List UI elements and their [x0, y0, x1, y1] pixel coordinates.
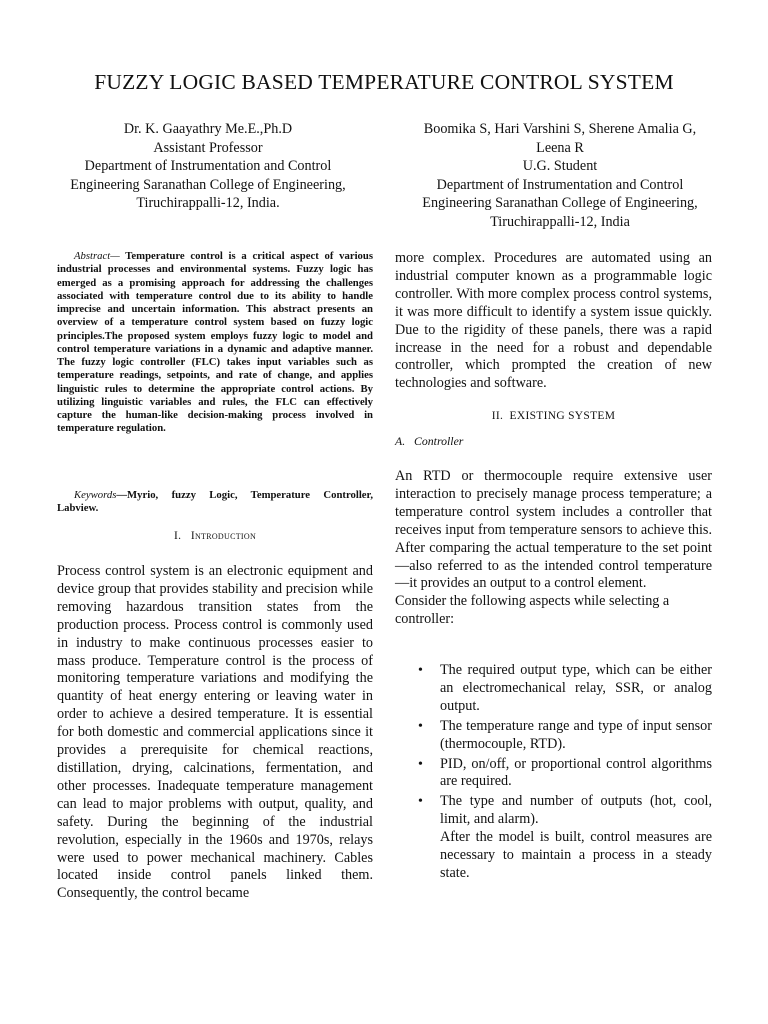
bullet-icon: •	[418, 718, 423, 734]
author-department: Department of Instrumentation and Control	[436, 176, 684, 193]
list-item: • The required output type, which can be either an electromechanical relay, SSR, or analog output.	[418, 662, 712, 714]
author-department: Department of Instrumentation and Control	[84, 158, 332, 175]
abstract	[57, 250, 373, 436]
section-number: I.	[173, 530, 182, 542]
bullet-icon: •	[418, 663, 423, 678]
section-title: Introduction	[190, 530, 257, 542]
subsection-label: A.	[395, 434, 406, 448]
abstract-text: Temperature control is a critical aspect of various industrial processes and environmental systems. Fuzzy logic has emerged as a promising approach for addressing the challenges associated with temperature control due to its ability to handle imprecise and uncertain information. This abstract presents an overview of a temperature control system based on fuzzy logic principles.The proposed system employs fuzzy logic to model and control temperature variations in a dynamic and adaptive manner. The fuzzy logic controller (FLC) takes input variables such as temperature readings, setpoints, and rate of change, and applies linguistic rules to determine the appropriate control actions. By utilizing linguistic variables and rules, the FLC can effectively capture the human-like decision-making process involved in temperature regulation.	[57, 250, 373, 435]
keywords-label: Keywords	[74, 489, 117, 501]
keywords	[57, 489, 373, 516]
abstract-label: Abstract—	[74, 250, 120, 262]
subsection-heading-controller	[395, 434, 463, 449]
author-role: U.G. Student	[522, 158, 598, 175]
section-heading-existing-system	[395, 410, 712, 422]
section-heading-introduction	[57, 530, 373, 542]
author-block-left	[40, 120, 376, 213]
author-location: Tiruchirappalli-12, India	[490, 213, 630, 230]
right-column-top	[395, 250, 712, 393]
bullet-icon: •	[418, 794, 423, 810]
author-institution: Engineering Saranathan College of Engineering,	[70, 176, 346, 193]
subsection-title: Controller	[414, 434, 464, 448]
keywords-text: —Myrio, fuzzy Logic, Temperature Controller, Labview.	[57, 489, 373, 515]
existing-system-column	[395, 468, 712, 629]
author-block-right	[395, 120, 725, 232]
author-role: Assistant Professor	[153, 139, 263, 156]
intro-continuation: more complex. Procedures are automated using an industrial computer known as a programmable logic controller. With more complex process control systems, it was more difficult to identify a system issue quickly. Due to the rigidity of these panels, there was a rapid increase in the need for a robust and dependable controller, which prompted the creation of new technologies and software.	[395, 250, 712, 392]
controller-lead-in: Consider the following aspects while selecting a controller:	[395, 593, 670, 628]
intro-paragraph: Process control system is an electronic equipment and device group that provides stability and precision while removing hazardous transition states from the production process. Process control is commonly used in industry to make continuous processes easier to mass produce. Temperature control is the process of monitoring temperature variations and modifying the quantity of heat energy entering or leaving water in order to achieve a desired temperature. It is essential for both domestic and commercial applications since it provides a prerequisite for chemical reactions, distillation, drying, calcinations, fermentation, and other processes. Inadequate temperature management can lead to major problems with output, quality, and safety. During the beginning of the industrial revolution, especially in the 1960s and 1970s, relays were used to power mechanical machinery. Cables located inside control panels linked them. Consequently, the control became	[57, 563, 373, 902]
paper-title: FUZZY LOGIC BASED TEMPERATURE CONTROL SYSTEM	[94, 70, 674, 94]
controller-aspects-list	[395, 662, 712, 885]
list-item: • PID, on/off, or proportional control algorithms are required.	[418, 755, 712, 790]
list-item: • The temperature range and type of input sensor (thermocouple, RTD).	[418, 717, 712, 752]
controller-paragraph: An RTD or thermocouple require extensive user interaction to precisely manage process temperature; a temperature control system includes a controller that receives input from temperature sensors to achieve this. After comparing the actual temperature to the set point—also referred to as the intended control temperature—it provides an output to a control element.	[395, 468, 712, 592]
section-title: EXISTING SYSTEM	[509, 410, 616, 422]
bullet-icon: •	[418, 756, 423, 772]
author-names: Boomika S, Hari Varshini S, Sherene Amalia G,	[423, 121, 697, 137]
intro-column	[57, 563, 373, 903]
section-number: II.	[491, 410, 504, 422]
list-item: • The type and number of outputs (hot, cool, limit, and alarm). After the model is built, control measures are necessary to maintain a process in a steady state.	[418, 793, 712, 881]
closing-text: After the model is built, control measures are necessary to maintain a process in a steady state.	[440, 829, 712, 881]
author-name: Dr. K. Gaayathry Me.E.,Ph.D	[123, 121, 293, 137]
author-names-cont: Leena R	[536, 139, 584, 156]
author-institution: Engineering Saranathan College of Engineering,	[422, 195, 698, 212]
author-location: Tiruchirappalli-12, India.	[136, 195, 280, 212]
